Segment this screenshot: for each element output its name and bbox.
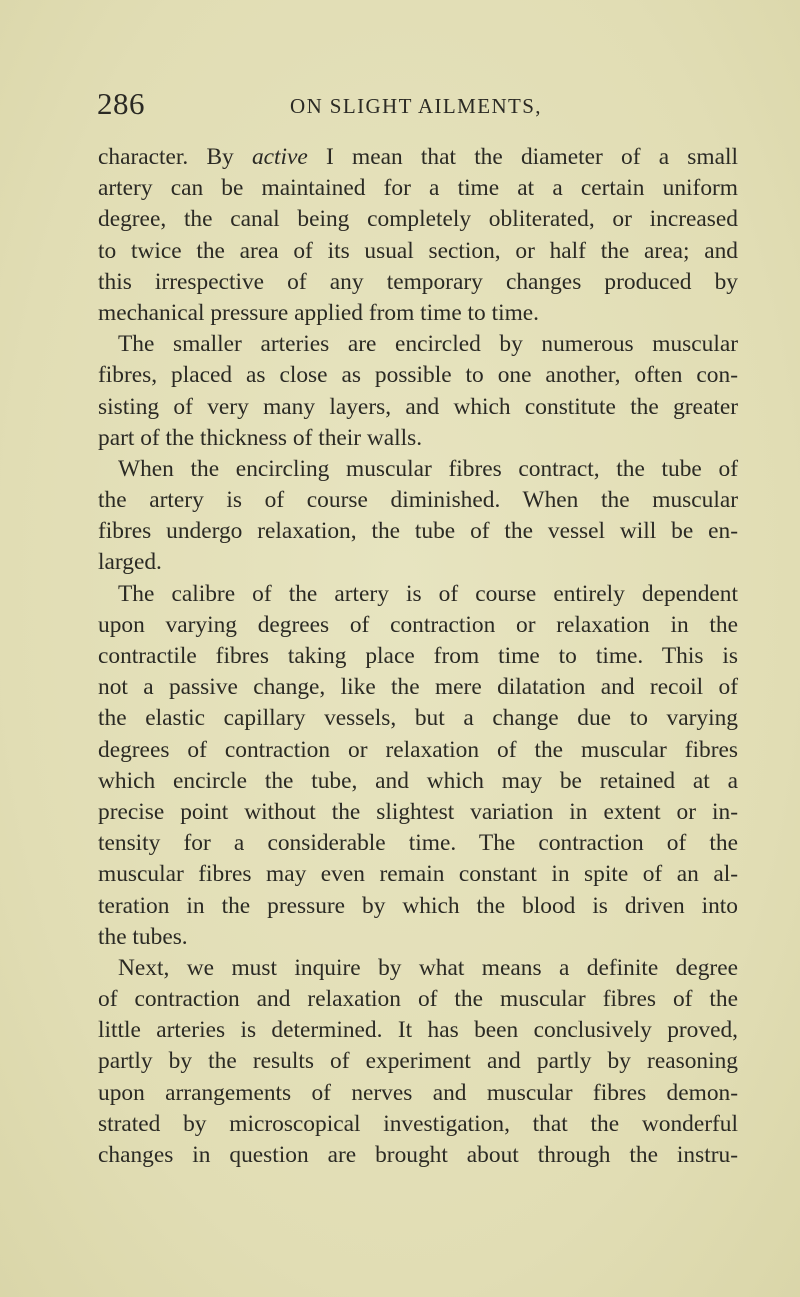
text-line: changes in question are brought about through the instru- (98, 1142, 738, 1168)
text-line: not a passive change, like the mere dilatation and recoil of (98, 674, 738, 701)
text-line: to twice the area of its usual section, or half the area; and (98, 237, 738, 264)
text-line: larged. (98, 549, 162, 576)
text-line: fibres undergo relaxation, the tube of the vessel will be en- (98, 518, 738, 545)
text-line: muscular fibres may even remain constant in spite of an al- (98, 861, 738, 888)
text-line: fibres, placed as close as possible to one another, often con- (98, 362, 738, 389)
text-line: of contraction and relaxation of the muscular fibres of the (98, 986, 738, 1013)
page-number: 286 (97, 86, 145, 121)
emphasis-word: active (251, 144, 308, 170)
text-line: partly by the results of experiment and partly by reasoning (98, 1048, 738, 1075)
text-line: degree, the canal being completely obliterated, or increased (98, 206, 738, 233)
text-line: character. By active I mean that the diameter of a small (98, 144, 738, 170)
text-line: tensity for a considerable time. The contraction of the (98, 830, 738, 857)
text-line: degrees of contraction or relaxation of the muscular fibres (98, 736, 738, 763)
text-line: mechanical pressure applied from time to time. (98, 299, 540, 326)
text-line: this irrespective of any temporary changes produced by (98, 268, 738, 295)
text-line: the elastic capillary vessels, but a change due to varying (98, 705, 738, 732)
page-header (97, 84, 737, 124)
text-line: upon varying degrees of contraction or relaxation in the (98, 611, 738, 638)
text-line: strated by microscopical investigation, that the wonderful (98, 1110, 738, 1137)
text-line: the tubes. (98, 923, 188, 950)
text-line: artery can be maintained for a time at a certain uniform (98, 175, 738, 202)
text-line: contractile fibres taking place from time to time. This is (98, 643, 738, 669)
running-head: ON SLIGHT AILMENTS, (290, 94, 542, 118)
text-line: The calibre of the artery is of course entirely dependent (118, 580, 738, 607)
text-line: the artery is of course diminished. When the muscular (98, 487, 738, 514)
text-line: The smaller arteries are encircled by numerous muscular (118, 331, 738, 358)
text-line: Next, we must inquire by what means a definite degree (118, 954, 738, 981)
text-line: which encircle the tube, and which may be retained at a (98, 767, 738, 794)
text-line: upon arrangements of nerves and muscular fibres demon- (98, 1079, 738, 1106)
body-text (98, 142, 738, 1171)
text-line: When the encircling muscular fibres contract, the tube of (118, 455, 738, 482)
text-line: sisting of very many layers, and which constitute the greater (98, 393, 738, 420)
text-line: part of the thickness of their walls. (98, 424, 423, 451)
text-line: precise point without the slightest variation in extent or in- (98, 798, 738, 825)
text-line: little arteries is determined. It has been conclusively proved, (98, 1017, 738, 1044)
text-line: teration in the pressure by which the blood is driven into (98, 892, 738, 919)
